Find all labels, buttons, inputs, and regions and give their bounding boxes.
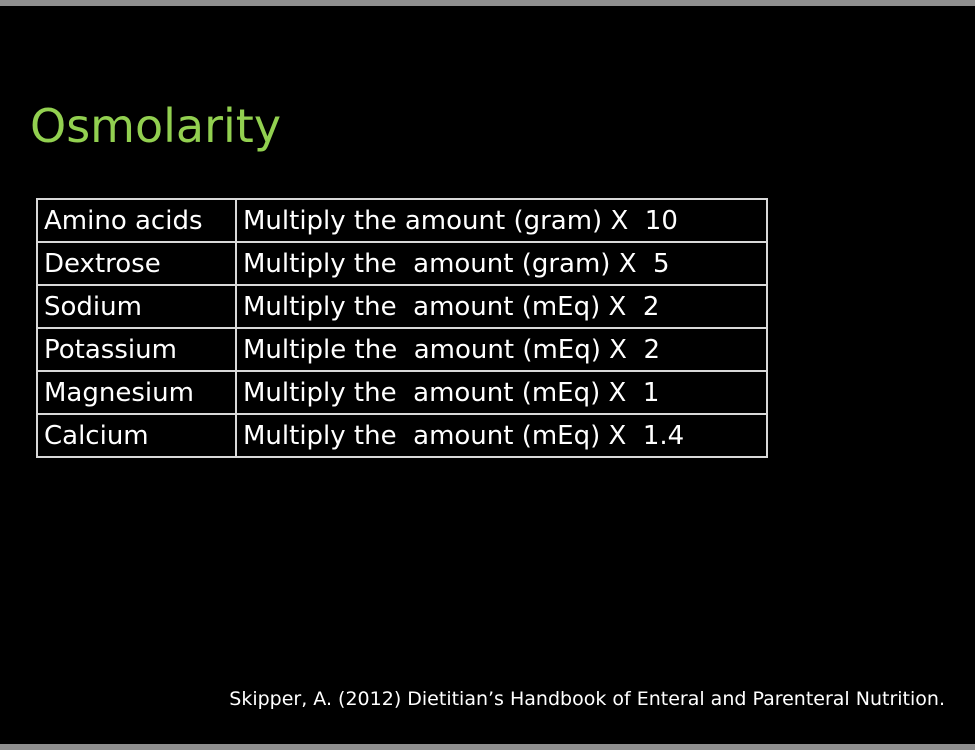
- nutrient-name: Calcium: [37, 414, 236, 457]
- nutrient-name: Magnesium: [37, 371, 236, 414]
- table-row: [37, 328, 767, 371]
- table-row: [37, 242, 767, 285]
- nutrient-name: Sodium: [37, 285, 236, 328]
- calculation-rule: Multiple the amount (mEq) X 2: [236, 328, 767, 371]
- nutrient-name: Potassium: [37, 328, 236, 371]
- calculation-rule: Multiply the amount (mEq) X 1.4: [236, 414, 767, 457]
- source-citation: Skipper, A. (2012) Dietitian’s Handbook of Enteral and Parenteral Nutrition.: [229, 688, 945, 710]
- osmolarity-table: [36, 198, 768, 458]
- table-row: [37, 371, 767, 414]
- slide-title: Osmolarity: [30, 99, 282, 153]
- calculation-rule: Multiply the amount (gram) X 5: [236, 242, 767, 285]
- calculation-rule: Multiply the amount (mEq) X 2: [236, 285, 767, 328]
- calculation-rule: Multiply the amount (gram) X 10: [236, 199, 767, 242]
- table-row: [37, 285, 767, 328]
- nutrient-name: Dextrose: [37, 242, 236, 285]
- nutrient-name: Amino acids: [37, 199, 236, 242]
- table-row: [37, 414, 767, 457]
- calculation-rule: Multiply the amount (mEq) X 1: [236, 371, 767, 414]
- table-row: [37, 199, 767, 242]
